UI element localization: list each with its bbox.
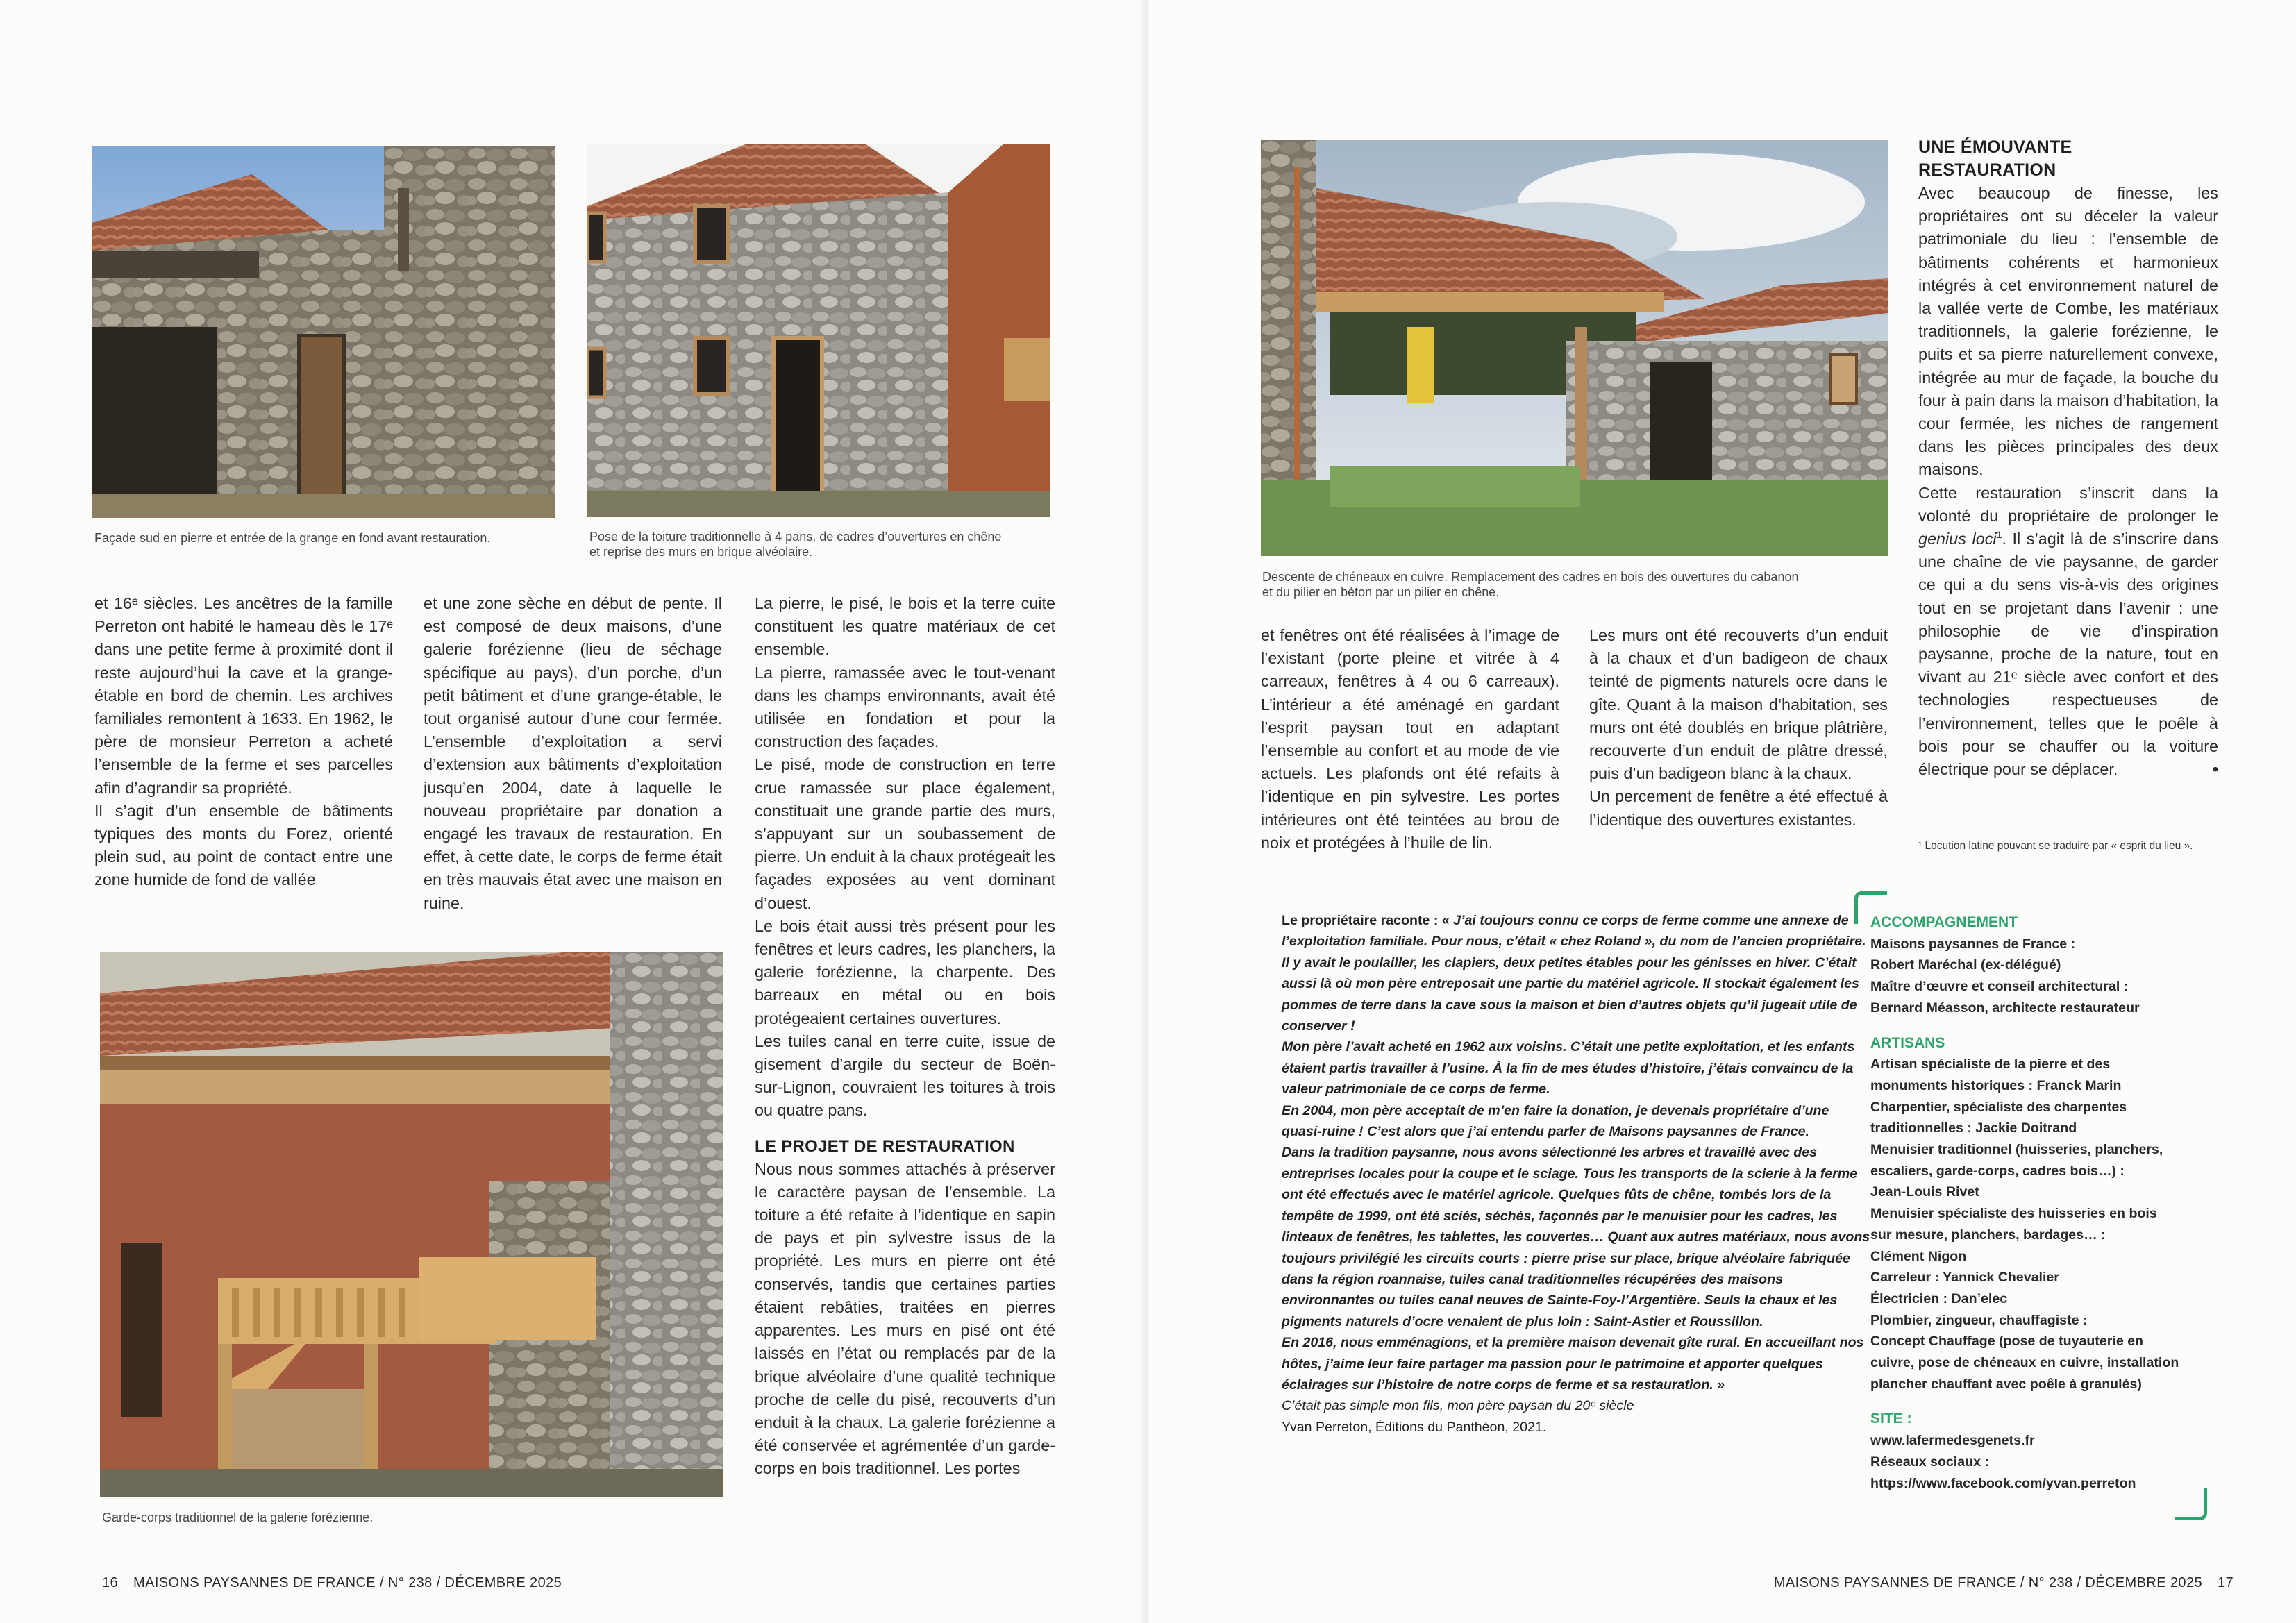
heading-line2: RESTAURATION <box>1918 160 2056 180</box>
credit-line: Bernard Méasson, architecte restaurateur <box>1870 1000 2140 1016</box>
credit-line: Menuisier spécialiste des huisseries en bois <box>1870 1206 2157 1222</box>
credit-line: Jean-Louis Rivet <box>1870 1184 1979 1200</box>
article-column-mid1 <box>1261 624 1559 855</box>
caption-south-facade: Façade sud en pierre et entrée de la grange en fond avant restauration. <box>94 531 491 545</box>
section-heading-restauration <box>1918 136 2218 182</box>
credit-line: Menuisier traditionnel (huisseries, planchers, <box>1870 1142 2163 1158</box>
credit-line: plancher chauffant avec poêle à granulés) <box>1870 1376 2142 1392</box>
article-column-2 <box>424 592 722 915</box>
quote-text: Mon père l’avait acheté en 1962 aux voisins. C’était une petite exploitation, et les enfants étaient partis travailler à l’usine. À la fin de mes études d’histoire, j’étais convaincu de la valeur patrimoniale de ce corps de ferme. <box>1282 1039 1855 1098</box>
credits-sidebar <box>1870 912 2197 1494</box>
restored-house-image <box>587 144 1050 517</box>
photo-roof <box>587 144 1050 517</box>
article-column-mid2 <box>1589 624 1888 832</box>
footnote: ¹ Locution latine pouvant se traduire par « esprit du lieu ». <box>1918 840 2193 852</box>
latin-term: genius loci <box>1918 530 1997 548</box>
paragraph: Les murs ont été recouverts d’un enduit à la chaux et d’un badigeon de chaux teinté de pigments naturels ocre dans le gîte. Quant à la maison d’habitation, ses murs ont été doublés en brique plâtrière, recouverte d’un enduit de plâtre dressé, puis d’un badigeon blanc à la chaux. <box>1589 626 1888 783</box>
owner-quote <box>1282 910 1872 1438</box>
paragraph: et fenêtres ont été réalisées à l’image de l’existant (porte pleine et vitrée à 4 carreaux, fenêtres à 4 ou 6 carreaux). L’intérieur a été aménagé en gardant l’esprit paysan tout en adaptant l’ensemble au confort et au mode de vie actuels. Les plafonds ont été refaits à l’identique en pin sylvestre. Les portes intérieures ont été teintées au brou de noix et protégées à l’huile de lin. <box>1261 626 1559 852</box>
paragraph: Le bois était aussi très présent pour les fenêtres et leurs cadres, les planchers, la galerie forézienne, la charpente. Des barreaux en métal ou en bois protégeaient certaines ouvertures. <box>755 916 1055 1027</box>
article-column-3 <box>755 592 1055 1481</box>
credit-line: Concept Chauffage (pose de tuyauterie en <box>1870 1334 2144 1349</box>
credit-line: Charpentier, spécialiste des charpentes <box>1870 1099 2127 1115</box>
quote-paragraph <box>1282 1142 1872 1332</box>
artisans-title: ARTISANS <box>1870 1034 1945 1051</box>
quote-paragraph <box>1282 910 1872 1036</box>
credit-line: Électricien : Dan’elec <box>1870 1290 2008 1306</box>
book-title: C’était pas simple mon fils, mon père paysan du 20ᵉ siècle <box>1282 1398 1634 1414</box>
text-run: Cette restauration s’inscrit dans la volonté du propriétaire de prolonger le <box>1918 483 2218 525</box>
quote-paragraph <box>1282 1100 1872 1143</box>
quote-text: En 2016, nous emménagions, et la première maison devenait gîte rural. En accueillant nos hôtes, j’aime leur faire partager ma passion pour le patrimoine et apporter quelques éclairages sur l’histoire de notre corps de ferme et sa restauration. » <box>1282 1335 1864 1393</box>
heading-line1: UNE ÉMOUVANTE <box>1918 137 2072 157</box>
quote-paragraph <box>1282 1332 1872 1395</box>
credit-line: escaliers, garde-corps, cadres bois…) : <box>1870 1163 2125 1179</box>
credit-line: cuivre, pose de chéneaux en cuivre, installation <box>1870 1355 2179 1371</box>
quote-paragraph <box>1282 1036 1872 1100</box>
credit-line: Clément Nigon <box>1870 1248 1967 1264</box>
caption-courtyard-line2: et du pilier en béton par un pilier en chêne. <box>1262 585 1500 599</box>
paragraph: Les tuiles canal en terre cuite, issue de gisement d’argile du secteur de Boën-sur-Lignon, couvraient les toitures à trois ou quatre pans. <box>755 1032 1055 1120</box>
magazine-info: MAISONS PAYSANNES DE FRANCE / N° 238 / DÉCEMBRE 2025 <box>133 1575 562 1590</box>
paragraph: La pierre, le pisé, le bois et la terre cuite constituent les quatre matériaux de cet ensemble. <box>755 594 1055 659</box>
end-mark: • <box>2212 760 2218 779</box>
paragraph: Avec beaucoup de finesse, les propriétaires ont su déceler la valeur patrimoniale du lieu : l’ensemble de bâtiments cohérents et harmonieux intégrés à cet environnement naturel de la vallée verte de Combe, les matériaux traditionnels, la galerie forézienne, le puits et sa pierre naturellement convexe, intégrée au mur de façade, la bouche du four à pain dans la maison d’habitation, la cour fermée, les niches de rangement dans les pièces principales des deux maisons. <box>1918 184 2218 479</box>
credit-line: Maître d’œuvre et conseil architectural : <box>1870 979 2129 995</box>
page-number: 16 <box>102 1575 119 1590</box>
right-page <box>1148 0 2296 1623</box>
page-number: 17 <box>2217 1575 2234 1590</box>
section-heading-projet: LE PROJET DE RESTAURATION <box>755 1136 1015 1156</box>
paragraph: Il s’agit d’un ensemble de bâtiments typiques des monts du Forez, orienté plein sud, au point de contact entre une zone humide de fond de vallée <box>94 801 393 889</box>
site-title: SITE : <box>1870 1411 1912 1427</box>
footer-right <box>1774 1575 2234 1591</box>
photo-south-facade <box>92 146 555 518</box>
article-column-right <box>1918 136 2218 781</box>
magazine-info: MAISONS PAYSANNES DE FRANCE / N° 238 / DÉCEMBRE 2025 <box>1773 1575 2202 1590</box>
courtyard-porch-image <box>1261 140 1888 556</box>
site-url: www.lafermedesgenets.fr <box>1870 1433 2035 1449</box>
caption-courtyard-line1: Descente de chéneaux en cuivre. Remplacement des cadres en bois des ouvertures du cabanon <box>1262 570 1799 584</box>
text-run: . Il s’agit là de s’inscrire dans une chaîne de vie paysanne, de garder ce qui a du sens vis-à-vis des origines tout en se projetant dans l’avenir : une philosophie de vie d’inspiration paysanne, proche de la nature, tout en vivant au 21ᵉ siècle avec confort et des technologies respectueuses de l’environnement, telles que le poêle à bois pour se chauffer ou la voiture électrique pour se déplacer. <box>1918 530 2218 779</box>
paragraph: Le pisé, mode de construction en terre crue ramassée sur place également, constituait une grande partie des murs, s’appuyant sur un soubassement de pierre. Un enduit à la chaux protégeait les façades exposées au vent dominant d’ouest. <box>755 755 1055 912</box>
paragraph: Un percement de fenêtre a été effectué à l’identique des ouvertures existantes. <box>1589 787 1888 829</box>
credit-line: Maisons paysannes de France : <box>1870 936 2076 952</box>
photo-gallery <box>100 952 723 1497</box>
credit-line: Réseaux sociaux : <box>1870 1454 1989 1470</box>
caption-roof-line1: Pose de la toiture traditionnelle à 4 pans, de cadres d’ouvertures en chêne <box>589 530 1002 544</box>
accompagnement-title: ACCOMPAGNEMENT <box>1870 914 2018 930</box>
credit-line: Artisan spécialiste de la pierre et des <box>1870 1057 2111 1073</box>
article-column-1 <box>94 592 393 892</box>
quote-text: Dans la tradition paysanne, nous avons sélectionné les arbres et travaillé avec des entreprises locales pour la coupe et le sciage. Tous les transports de la scierie à la ferme ont été effectués avec le matériel agricole. Quelques fûts de chêne, tombés lors de la tempête de 1999, ont été sciés, séchés, façonnés par le menuisier pour les cadres, les linteaux de fenêtres, les tablettes, les couvertes… Quant aux autres matériaux, nous avons toujours privilégié les circuits courts : pierre prise sur place, brique alvéolaire fabriquée dans la région roannaise, tuiles canal traditionnelles récupérées des maisons environnantes ou tuiles canal neuves de Sainte-Foy-l’Argentière. Seuls la chaux et les pigments naturels d’ocre venaient de plus loin : Saint-Astier et Roussillon. <box>1282 1145 1870 1329</box>
caption-roof-line2: et reprise des murs en brique alvéolaire. <box>589 545 813 559</box>
credit-line: monuments historiques : Franck Marin <box>1870 1077 2122 1093</box>
quote-text: En 2004, mon père acceptait de m’en faire la donation, je devenais propriétaire d’une quasi-ruine ! C’est alors que j’ai entendu parler de Maisons paysannes de France. <box>1282 1102 1829 1140</box>
paragraph: La pierre, ramassée avec le tout-venant dans les champs environnants, avait été utilisée en fondation et pour la construction des façades. <box>755 663 1055 751</box>
paragraph <box>1918 482 2218 782</box>
footer-left <box>102 1575 562 1591</box>
photo-courtyard <box>1261 140 1888 556</box>
credit-line: sur mesure, planchers, bardages… : <box>1870 1227 2106 1243</box>
quote-intro: Le propriétaire raconte : « <box>1282 913 1454 928</box>
credit-line: Plombier, zingueur, chauffagiste : <box>1870 1312 2088 1328</box>
wooden-balustrade-image <box>100 952 723 1497</box>
paragraph: et une zone sèche en début de pente. Il est composé de deux maisons, d’une galerie forézienne (lieu de séchage spécifique au pays), d’un porche, d’un petit bâtiment et d’une grange-étable, le tout organisé autour d’une cour fermée. L’ensemble d’exploitation a servi d’extension aux bâtiments d’exploitation jusqu’en 2004, date à laquelle le nouveau propriétaire par donation a engagé les travaux de restauration. En effet, à cette date, le corps de ferme était en très mauvais état avec une maison en ruine. <box>424 594 722 912</box>
footnote-ref: 1 <box>1996 529 2002 541</box>
quote-text: J’ai toujours connu ce corps de ferme comme une annexe de l’exploitation familiale. Pour nous, c’était « chez Roland », du nom de l’ancien propriétaire. Il y avait le poulailler, les clapiers, deux petites étables pour les génisses en hiver. C’était aussi là où mon père entreposait une partie du matériel agricole. Il stockait également les pommes de terre dans la cave sous la maison et bien d’autres objets qu’il jugeait utile de conserver ! <box>1282 913 1866 1034</box>
credit-line: traditionnelles : Jackie Doitrand <box>1870 1120 2077 1136</box>
paragraph: et 16ᵉ siècles. Les ancêtres de la famille Perreton ont habité le hameau dès le 17ᵉ dans une petite ferme à proximité dont il reste aujourd’hui la cave et la grange-étable en bord de chemin. Les archives familiales remontent à 1633. En 1962, le père de monsieur Perreton a acheté l’ensemble de la ferme et ses parcelles afin d’agrandir sa propriété. <box>94 594 393 797</box>
paragraph: Nous nous sommes attachés à préserver le caractère paysan de l’ensemble. La toiture a été refaite à l’identique en sapin de pays et pin sylvestre issus de la propriété. Les murs en pierre ont été conservés, tandis que certaines parties étaient rebâties, traitées en pierres apparentes. Les murs en pisé ont été laissés en l’état ou remplacés par de la brique alvéolaire d’une qualité technique proche de celle du pisé, recouverts d’un enduit à la chaux. La galerie forézienne a été conservée et agrémentée d’un garde-corps en bois traditionnel. Les portes <box>755 1159 1055 1478</box>
caption-gallery: Garde-corps traditionnel de la galerie forézienne. <box>102 1511 374 1524</box>
quote-source-title <box>1282 1395 1872 1416</box>
credit-line: Carreleur : Yannick Chevalier <box>1870 1270 2059 1286</box>
social-url: https://www.facebook.com/yvan.perreton <box>1870 1475 2136 1491</box>
quote-source: Yvan Perreton, Éditions du Panthéon, 2021. <box>1282 1419 1547 1435</box>
stone-farmhouse-image <box>92 146 555 518</box>
credit-line: Robert Maréchal (ex-délégué) <box>1870 957 2061 973</box>
